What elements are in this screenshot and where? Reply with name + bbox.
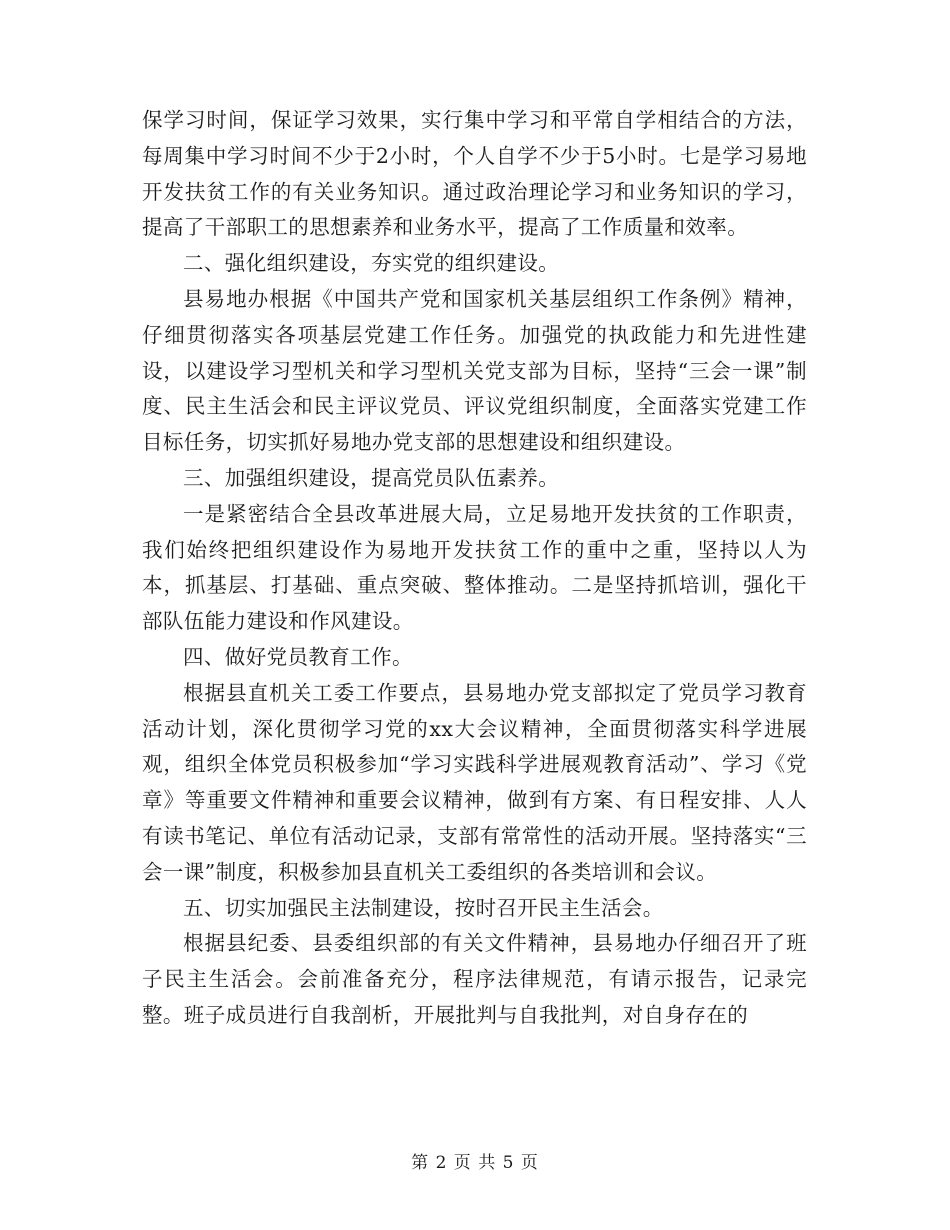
section-heading-2: 二、强化组织建设，夯实党的组织建设。 <box>183 251 560 276</box>
section-heading-4: 四、做好党员教育工作。 <box>183 644 413 669</box>
paragraph-5: 一是紧密结合全县改革进展大局，立足易地开发扶贫的工作职责，我们始终把组织建设作为易地开发扶贫工作的重中之重，坚持以人为本，抓基层、打基础、重点突破、整体推动。二是坚持抓培训，强化干部队伍能力建设和作风建设。 <box>142 501 807 634</box>
section-heading-5: 五、切实加强民主法制建设，按时召开民主生活会。 <box>183 895 664 920</box>
document-body <box>142 103 807 1034</box>
paragraph-3: 县易地办根据《中国共产党和国家机关基层组织工作条例》精神，仔细贯彻落实各项基层党建工作任务。加强党的执政能力和先进性建设，以建设学习型机关和学习型机关党支部为目标，坚持“三会一课”制度、民主生活会和民主评议党员、评议党组织制度，全面落实党建工作目标任务，切实抓好易地办党支部的思想建设和组织建设。 <box>142 286 807 455</box>
paragraph-1: 保学习时间，保证学习效果，实行集中学习和平常自学相结合的方法，每周集中学习时间不少于2小时，个人自学不少于5小时。七是学习易地开发扶贫工作的有关业务知识。通过政治理论学习和业务知识的学习，提高了干部职工的思想素养和业务水平，提高了工作质量和效率。 <box>142 108 807 240</box>
paragraph-7: 根据县直机关工委工作要点，县易地办党支部拟定了党员学习教育活动计划，深化贯彻学习党的xx大会议精神，全面贯彻落实科学进展观，组织全体党员积极参加“学习实践科学进展观教育活动”、学习《党章》等重要文件精神和重要会议精神，做到有方案、有日程安排、人人有读书笔记、单位有活动记录，支部有常常性的活动开展。坚持落实“三会一课”制度，积极参加县直机关工委组织的各类培训和会议。 <box>142 680 807 884</box>
paragraph-9: 根据县纪委、县委组织部的有关文件精神，县易地办仔细召开了班子民主生活会。会前准备充分，程序法律规范，有请示报告，记录完整。班子成员进行自我剖析，开展批判与自我批判，对自身存在的 <box>142 931 807 1027</box>
section-heading-3: 三、加强组织建设，提高党员队伍素养。 <box>183 465 560 490</box>
page-number-footer: 第 2 页 共 5 页 <box>411 1153 539 1173</box>
